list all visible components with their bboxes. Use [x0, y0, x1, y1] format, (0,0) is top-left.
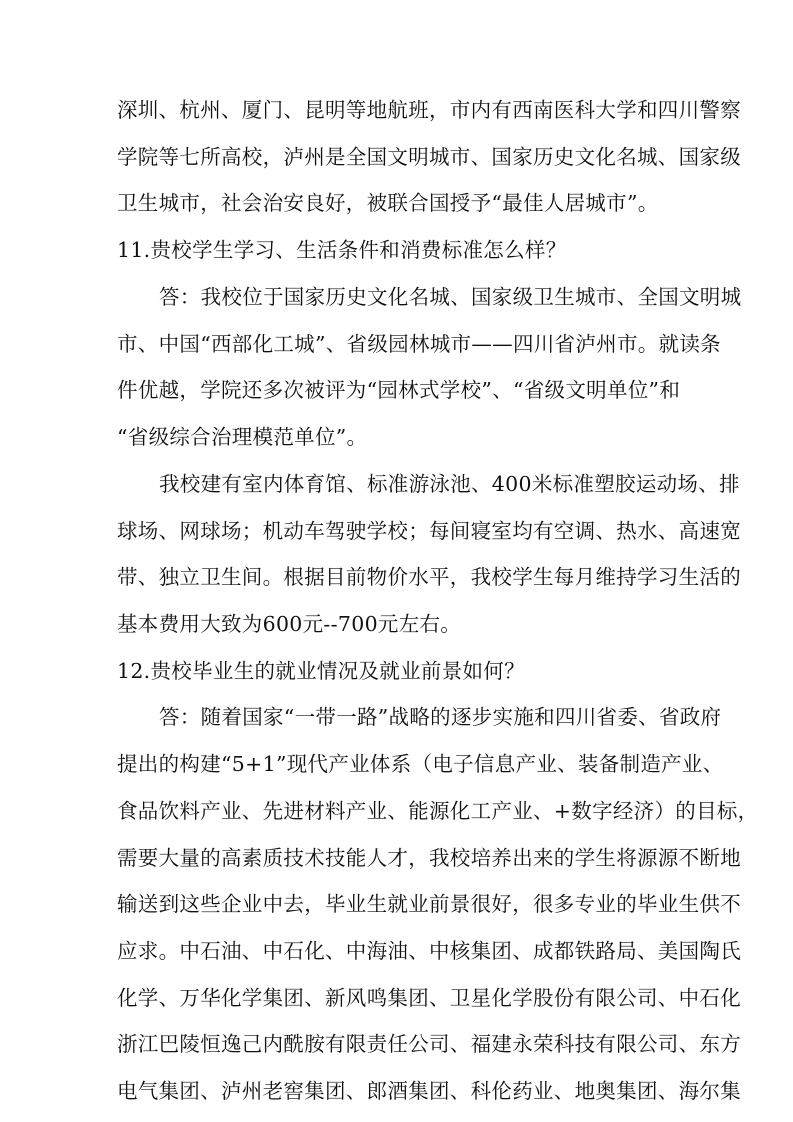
answer-paragraph-line: 答：我校位于国家历史文化名城、国家级卫生城市、全国文明城: [159, 285, 742, 309]
text-line: 学院等七所高校，泸州是全国文明城市、国家历史文化名城、国家级: [117, 145, 741, 169]
text-line: 件优越，学院还多次被评为“园林式学校”、“省级文明单位”和: [117, 378, 681, 402]
paragraph-line: 我校建有室内体育馆、标准游泳池、400米标准塑胶运动场、排: [159, 472, 740, 496]
text-line: 电气集团、泸州老窖集团、郎酒集团、科伦药业、地奥集团、海尔集: [117, 1079, 741, 1103]
text-line: 浙江巴陵恒逸己内酰胺有限责任公司、福建永荣科技有限公司、东方: [117, 1032, 741, 1056]
text-line: 食品饮料产业、先进材料产业、能源化工产业、+数字经济）的目标，: [117, 799, 759, 823]
text-line: 带、独立卫生间。根据目前物价水平，我校学生每月维持学习生活的: [117, 565, 741, 589]
answer-paragraph-line: 答：随着国家“一带一路”战略的逐步实施和四川省委、省政府: [159, 705, 722, 729]
text-line: 市、中国“西部化工城”、省级园林城市——四川省泸州市。就读条: [117, 332, 721, 356]
text-line: 化学、万华化学集团、新风鸣集团、卫星化学股份有限公司、中石化: [117, 986, 741, 1010]
text-line: 应求。中石油、中石化、中海油、中核集团、成都铁路局、美国陶氏: [117, 939, 741, 963]
text-line: 深圳、杭州、厦门、昆明等地航班，市内有西南医科大学和四川警察: [117, 98, 741, 122]
text-line: “省级综合治理模范单位”。: [117, 425, 368, 449]
text-line: 提出的构建“5+1”现代产业体系（电子信息产业、装备制造产业、: [117, 752, 724, 776]
question-heading: 11.贵校学生学习、生活条件和消费标准怎么样？: [117, 238, 567, 262]
text-line: 卫生城市，社会治安良好，被联合国授予“最佳人居城市”。: [117, 191, 659, 215]
text-line: 输送到这些企业中去，毕业生就业前景很好，很多专业的毕业生供不: [117, 892, 741, 916]
text-line: 基本费用大致为600元--700元左右。: [117, 612, 462, 636]
text-line: 需要大量的高素质技术技能人才，我校培养出来的学生将源源不断地: [117, 846, 741, 870]
question-heading: 12.贵校毕业生的就业情况及就业前景如何？: [117, 659, 525, 683]
text-line: 球场、网球场；机动车驾驶学校；每间寝室均有空调、热水、高速宽: [117, 519, 741, 543]
